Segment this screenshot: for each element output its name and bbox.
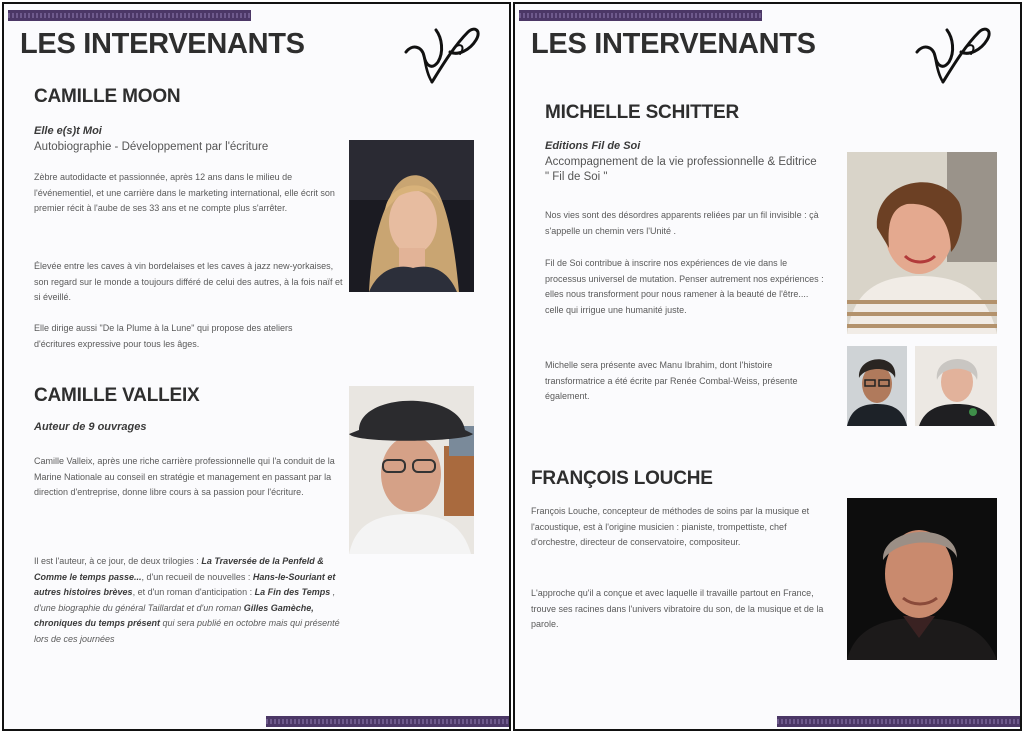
speaker-works: Il est l'auteur, à ce jour, de deux trilogies : La Traversée de la Penfeld & Comme le temps passe..., d'un recueil de nouvelles : Hans-le-Souriant et autres histoires brèves, et d'un roman d'anticipation : La Fin des Temps , d'une biographie du général Taillardat et d'un roman Gilles Gamèche, chroniques du temps présent qui sera publié en octobre mais qui présenté lors de ces journées	[34, 556, 340, 644]
speaker-paragraph: François Louche, concepteur de méthodes de soins par la musique et l'acoustique, est à l'origine musicien : pianiste, trompettiste, chef d'orchestre, directeur de conservatoire, compositeur.	[531, 506, 810, 547]
speaker-description: Autobiographie - Développement par l'écriture	[34, 141, 269, 153]
speaker-paragraph: Camille Valleix, après une riche carrière professionnelle qui l'a conduit de la Marine Nationale au conseil en stratégie et management en passant par la direction d'entreprise, donne libre cours à sa passion pour l'écriture.	[34, 456, 335, 497]
bottom-accent-bar	[777, 716, 1020, 727]
speaker-paragraph: Fil de Soi contribue à inscrire nos expériences de vie dans le processus universel de mutation. Penser autrement nos expériences : elles nous transforment pour nous ramener à la beauté de l'être.... celle qui irrigue une humanité juste.	[545, 258, 824, 315]
speaker-name: FRANÇOIS LOUCHE	[531, 468, 713, 489]
speaker-photo	[847, 152, 997, 334]
top-accent-bar	[519, 10, 762, 21]
speaker-paragraph: Zèbre autodidacte et passionnée, après 12 ans dans le milieu de l'événementiel, et une carrière dans le marketing international, elle écrit son premier récit à l'aube de ses 33 ans et ne compte plus s'arrêter.	[34, 172, 335, 213]
vf-monogram-icon	[402, 22, 484, 84]
right-page	[513, 2, 1022, 731]
speaker-paragraph: Michelle sera présente avec Manu Ibrahim, dont l'histoire transformatrice a été écrite par Renée Combal-Weiss, présente également.	[545, 360, 798, 401]
page-title: LES INTERVENANTS	[20, 28, 305, 60]
speaker-subtitle: Auteur de 9 ouvrages	[34, 421, 147, 433]
speaker-name: CAMILLE MOON	[34, 86, 181, 107]
speaker-name: MICHELLE SCHITTER	[545, 102, 739, 123]
speaker-description: Accompagnement de la vie professionnelle & Editrice " Fil de Soi "	[545, 156, 817, 183]
speaker-photo	[349, 140, 474, 292]
speaker-name: CAMILLE VALLEIX	[34, 385, 200, 406]
speaker-photo	[847, 346, 907, 426]
page-title: LES INTERVENANTS	[531, 28, 816, 60]
speaker-photo	[915, 346, 997, 426]
vf-monogram-icon	[913, 22, 995, 84]
speaker-paragraph: L'approche qu'il a conçue et avec laquelle il travaille partout en France, trouve ses racines dans l'univers vibratoire du son, de la musique et de la parole.	[531, 588, 824, 629]
speaker-paragraph: Élevée entre les caves à vin bordelaises et les caves à jazz new-yorkaises, son regard sur le monde a toujours différé de celui des autres, à la fois naïf et si éveillé.	[34, 261, 343, 302]
speaker-subtitle: Elle e(s)t Moi	[34, 125, 102, 137]
speaker-paragraph: Elle dirige aussi "De la Plume à la Lune" qui propose des ateliers d'écritures expressive pour tous les âges.	[34, 323, 293, 349]
top-accent-bar	[8, 10, 251, 21]
speaker-photo	[847, 498, 997, 660]
left-page	[2, 2, 511, 731]
bottom-accent-bar	[266, 716, 509, 727]
speaker-subtitle: Editions Fil de Soi	[545, 140, 641, 152]
speaker-photo	[349, 386, 474, 554]
speaker-paragraph: Nos vies sont des désordres apparents reliées par un fil invisible : çà s'appelle un chemin vers l'Unité .	[545, 210, 819, 236]
